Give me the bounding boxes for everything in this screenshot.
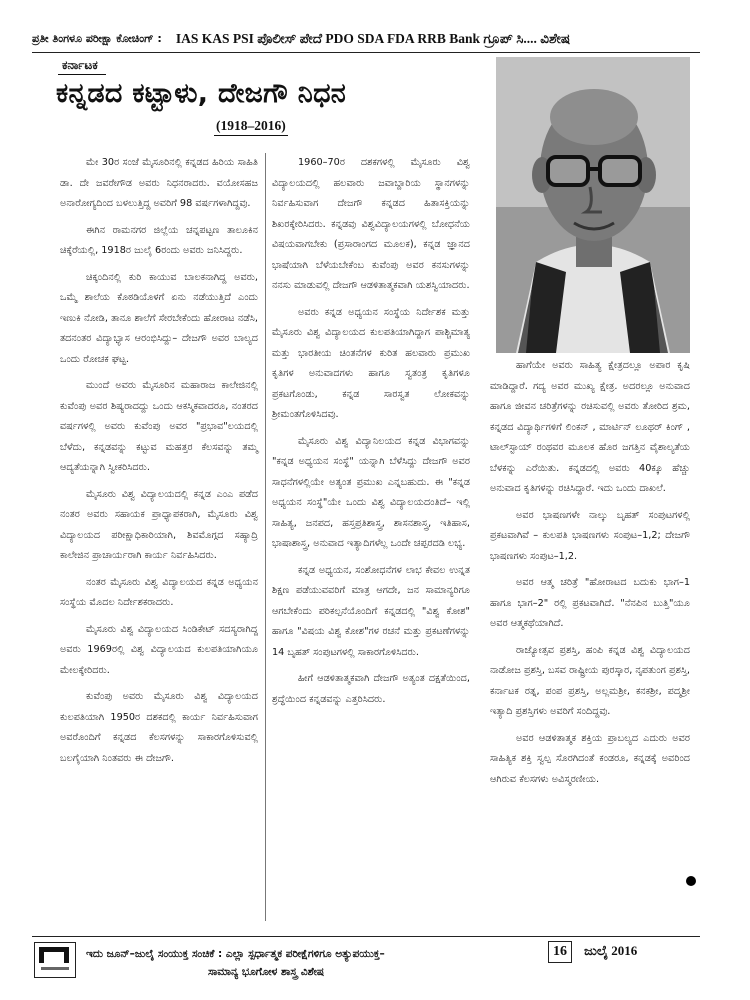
paragraph: ಕನ್ನಡ ಅಧ್ಯಯನ, ಸಂಶೋಧನೆಗಳ ಲಾಭ ಕೇವಲ ಉನ್ನತ ಶಿಕ್ಷಣ ಪಡೆಯುವವರಿಗೆ ಮಾತ್ರ ಆಗದೇ, ಜನ ಸಾಮಾನ್ಯರಿಗೂ ಆಗಬೇಕೆಂದು ಪರಿಕಲ್ಪನೆಯೊಂದಿಗೆ ಕನ್ನಡದಲ್ಲಿ "ವಿಶ್ವ ಕೋಶ" ಹಾಗೂ "ವಿಷಯ ವಿಶ್ವ ಕೋಶ"ಗಳ ರಚನೆ ಮತ್ತು ಪ್ರಕಟಣೆಗಳನ್ನು 14 ಬೃಹತ್ ಸಂಪುಟಗಳಲ್ಲಿ ಸಾಕಾರಗೊಳಿಸಿದರು. xyxy=(272,564,470,658)
paragraph: ಮುಂದೆ ಅವರು ಮೈಸೂರಿನ ಮಹಾರಾಜ ಕಾಲೇಜಿನಲ್ಲಿ ಕುವೆಂಪು ಅವರ ಶಿಷ್ಯರಾದದ್ದು ಒಂದು ಆಕಸ್ಮಿಕವಾದರೂ, ನಂತರದ ವರ್ಷಗಳಲ್ಲಿ ಅವರು ಕುವೆಂಪು ಅವರ "ಪ್ರಭಾವ"ಲಯದಲ್ಲಿ ಬೆಳೆದು, ಕನ್ನಡವನ್ನು ಕಟ್ಟುವ ಮಹತ್ತರ ಕೆಲಸವನ್ನು ತಮ್ಮ ಆದ್ಯತೆಯನ್ನಾಗಿ ಸ್ವೀಕರಿಸಿದರು. xyxy=(60,380,258,473)
paragraph: ನಂತರ ಮೈಸೂರು ವಿಶ್ವ ವಿದ್ಯಾಲಯದ ಕನ್ನಡ ಅಧ್ಯಯನ ಸಂಸ್ಥೆಯ ಮೊದಲ ನಿರ್ದೇಶಕರಾದರು. xyxy=(60,576,258,608)
paragraph: ಹಾಗೆಯೇ ಅವರು ಸಾಹಿತ್ಯ ಕ್ಷೇತ್ರದಲ್ಲೂ ಅಪಾರ ಕೃಷಿ ಮಾಡಿದ್ದಾರೆ. ಗದ್ಯ ಅವರ ಮುಖ್ಯ ಕ್ಷೇತ್ರ. ಅದರಲ್ಲೂ ಅನುವಾದ ಹಾಗೂ ಜೀವನ ಚರಿತ್ರೆಗಳನ್ನು ರಚಿಸುವಲ್ಲಿ ಅವರು ತೋರಿದ ಶ್ರಮ, ಕನ್ನಡದ ವಿದ್ಯಾರ್ಥಿಗಳಿಗೆ ಲಿಂಕನ್ , ಮಾರ್ಟಿನ್ ಲೂಥರ್ ಕಿಂಗ್ , ಟಾಲ್‌ಸ್ಟಾಯ್ ರಂಥವರ ಮೂಲಕ ಹೊರ ಜಗತ್ತಿನ ವೈಶಾಲ್ಯತೆಯ ಬೆಳಕನ್ನು ಎರೆಯಿತು. ಕನ್ನಡದಲ್ಲಿ ಅವರು 40ಕ್ಕೂ ಹೆಚ್ಚು ಅನುವಾದ ಕೃತಿಗಳನ್ನು ರಚಿಸಿದ್ದಾರೆ. ಇದು ಒಂದು ದಾಖಲೆ. xyxy=(490,360,690,494)
paragraph: ಹೀಗೆ ಆಡಳಿತಾತ್ಮಕವಾಗಿ ದೇಜಗೌ ಅತ್ಯಂತ ದಕ್ಷತೆಯಿಂದ, ಶ್ರದ್ಧೆಯಿಂದ ಕನ್ನಡವನ್ನು ಎತ್ತರಿಸಿದರು. xyxy=(272,673,470,705)
issue-date: ಜುಲೈ 2016 xyxy=(584,943,638,958)
paragraph: ಚಿಕ್ಕಂದಿನಲ್ಲಿ ಕುರಿ ಕಾಯುವ ಬಾಲಕನಾಗಿದ್ದ ಅವರು, ಒಮ್ಮೆ ಶಾಲೆಯ ಕೊಠಡಿಯೊಳಗೆ ಏನು ನಡೆಯುತ್ತಿದೆ ಎಂದು ಇಣುಕಿ ನೋಡಿ, ತಾನೂ ಶಾಲೆಗೆ ಸೇರಬೇಕೆಂದು ಹೋರಾಟ ನಡೆಸಿ, ತದನಂತರ ವಿದ್ಯಾಭ್ಯಾಸ ಆರಂಭಿಸಿದ್ದು– ದೇಜಗೌ ಅವರ ಬಾಲ್ಯದ ಒಂದು ರೋಚಕ ಘಟ್ಟ. xyxy=(60,271,258,365)
article-column-2 xyxy=(272,153,470,716)
article-column-3 xyxy=(490,356,690,796)
footer-text-line-1: ಇದು ಜೂನ್–ಜುಲೈ ಸಂಯುಕ್ತ ಸಂಚಿಕೆ : ಎಲ್ಲಾ ಸ್ಪರ್ಧಾತ್ಮಕ ಪರೀಕ್ಷೆಗಳಿಗೂ ಅತ್ಯುಪಯುಕ್ತ– xyxy=(86,948,385,960)
paragraph: ರಾಜ್ಯೋತ್ಸವ ಪ್ರಶಸ್ತಿ, ಹಂಪಿ ಕನ್ನಡ ವಿಶ್ವ ವಿದ್ಯಾಲಯದ ನಾಡೋಜ ಪ್ರಶಸ್ತಿ, ಬಸವ ರಾಷ್ಟ್ರೀಯ ಪುರಸ್ಕಾರ, ನೃಪತುಂಗ ಪ್ರಶಸ್ತಿ, ಕರ್ನಾಟಕ ರತ್ನ, ಪಂಪ ಪ್ರಶಸ್ತಿ, ಅಲ್ಲಮಶ್ರೀ, ಕನಕಶ್ರೀ, ಪದ್ಮಶ್ರೀ ಇತ್ಯಾದಿ ಪ್ರಶಸ್ತಿಗಳು ಅವರಿಗೆ ಸಂದಿದ್ದವು. xyxy=(490,644,690,717)
page-header xyxy=(32,28,722,50)
footer-text-line-2: ಸಾಮಾನ್ಯ ಭೂಗೋಳ ಶಾಸ್ತ್ರ ವಿಶೇಷ xyxy=(208,966,324,978)
paragraph: ಈಗಿನ ರಾಮನಗರ ಜಿಲ್ಲೆಯ ಚನ್ನಪಟ್ಟಣ ತಾಲೂಕಿನ ಚಿಕ್ಕೆರೆಯಲ್ಲಿ, 1918ರ ಜುಲೈ 6ರಂದು ಅವರು ಜನಿಸಿದ್ದರು. xyxy=(60,224,258,256)
column-divider xyxy=(265,153,266,921)
portrait-illustration xyxy=(496,57,690,353)
paragraph: 1960–70ರ ದಶಕಗಳಲ್ಲಿ ಮೈಸೂರು ವಿಶ್ವ ವಿದ್ಯಾಲಯದಲ್ಲಿ ಹಲವಾರು ಜವಾಬ್ದಾರಿಯ ಸ್ಥಾನಗಳನ್ನು ನಿರ್ವಹಿಸುವಾಗ ದೇಜಗೌ ಕನ್ನಡದ ಹಿತಾಸಕ್ತಿಯನ್ನು ಶಿಖರಕ್ಕೇರಿಸಿದರು. ಕನ್ನಡವು ವಿಶ್ವವಿದ್ಯಾಲಯಗಳಲ್ಲಿ ಬೋಧನೆಯ ವಿಷಯವಾಗಬೇಕು (ಪ್ರಸಾರಾಂಗದ ಮೂಲಕ), ಕನ್ನಡ ಜ್ಞಾನದ ಭಾಷೆಯಾಗಿ ಬೆಳೆಯಬೇಕೆಂಬ ಕುವೆಂಪು ಅವರ ಕನಸುಗಳನ್ನು ನನಸು ಮಾಡುವಲ್ಲಿ ದೇಜಗೌ ಆಡಳಿತಾತ್ಮಕವಾಗಿ ಯಶಸ್ವಿಯಾದರು. xyxy=(272,157,470,291)
article-title: ಕನ್ನಡದ ಕಟ್ಟಾಳು, ದೇಜಗೌ ನಿಧನ xyxy=(56,78,347,109)
header-rule xyxy=(32,52,700,53)
page-number: 16 xyxy=(548,941,572,963)
paragraph: ಅವರ ಆತ್ಮ ಚರಿತ್ರೆ "ಹೋರಾಟದ ಬದುಕು ಭಾಗ–1 ಹಾಗೂ ಭಾಗ–2" ರಲ್ಲಿ ಪ್ರಕಟವಾಗಿದೆ. "ನೆನಪಿನ ಬುತ್ತಿ"ಯೂ ಅವರ ಆತ್ಮಕಥೆಯಾಗಿದೆ. xyxy=(490,577,690,629)
paragraph: ಮೇ 30ರ ಸಂಜೆ ಮೈಸೂರಿನಲ್ಲಿ ಕನ್ನಡದ ಹಿರಿಯ ಸಾಹಿತಿ ಡಾ. ದೇ ಜವರೇಗೌಡ ಅವರು ನಿಧನರಾದರು. ವಯೋಸಹಜ ಅನಾರೋಗ್ಯದಿಂದ ಬಳಲುತ್ತಿದ್ದ ಅವರಿಗೆ 98 ವರ್ಷಗಳಾಗಿದ್ದವು. xyxy=(60,157,258,209)
paragraph: ಕುವೆಂಪು ಅವರು ಮೈಸೂರು ವಿಶ್ವ ವಿದ್ಯಾಲಯದ ಕುಲಪತಿಯಾಗಿ 1950ರ ದಶಕದಲ್ಲಿ ಕಾರ್ಯ ನಿರ್ವಹಿಸುವಾಗ ಅವರೊಂದಿಗೆ ಕನ್ನಡದ ಕೆಲಸಗಳನ್ನು ಸಾಕಾರಗೊಳಿಸುವಲ್ಲಿ ಬಲಗೈಯಾಗಿ ನಿಂತವರು ಈ ದೇಜಗೌ. xyxy=(60,691,258,764)
paragraph: ಮೈಸೂರು ವಿಶ್ವ ವಿದ್ಯಾಲಯದ ಸಿಂಡಿಕೇಟ್ ಸದಸ್ಯರಾಗಿದ್ದ ಅವರು 1969ರಲ್ಲಿ ವಿಶ್ವ ವಿದ್ಯಾಲಯದ ಕುಲಪತಿಯಾಗಿಯೂ ಮೇಲಕ್ಕೇರಿದರು. xyxy=(60,623,258,676)
section-label: ಕರ್ನಾಟಕ xyxy=(58,58,106,75)
paragraph: ಅವರ ಭಾಷಣಗಳೇ ನಾಲ್ಕು ಬೃಹತ್ ಸಂಪುಟಗಳಲ್ಲಿ ಪ್ರಕಟವಾಗಿವೆ – ಕುಲಪತಿ ಭಾಷಣಗಳು ಸಂಪುಟ–1,2; ದೇಜಗೌ ಭಾಷಣಗಳು ಸಂಪುಟ–1,2. xyxy=(490,509,690,562)
magazine-logo xyxy=(34,942,76,978)
portrait-photo xyxy=(496,57,690,353)
paragraph: ಅವರ ಆಡಳಿತಾತ್ಮಕ ಶಕ್ತಿಯ ಪ್ರಾಬಲ್ಯದ ಎದುರು ಅವರ ಸಾಹಿತ್ಯಿಕ ಶಕ್ತಿ ಸ್ವಲ್ಪ ಸೊರಗಿದಂತೆ ಕಂಡರೂ, ಕನ್ನಡಕ್ಕೆ ಅವರಿಂದ ಆಗಿರುವ ಕೆಲಸಗಳು ಅವಿಸ್ಮರಣೀಯ. xyxy=(490,732,690,785)
article-column-1 xyxy=(60,153,258,775)
end-of-article-dot xyxy=(686,876,696,886)
paragraph: ಅವರು ಕನ್ನಡ ಅಧ್ಯಯನ ಸಂಸ್ಥೆಯ ನಿರ್ದೇಶಕ ಮತ್ತು ಮೈಸೂರು ವಿಶ್ವ ವಿದ್ಯಾಲಯದ ಕುಲಪತಿಯಾಗಿದ್ದಾಗ ಪಾಶ್ಚಿಮಾತ್ಯ ಮತ್ತು ಭಾರತೀಯ ಚಿಂತನೆಗಳ ಕುರಿತ ಹಲವಾರು ಪ್ರಮುಖ ಕೃತಿಗಳ ಅನುವಾದಗಳು ಹಾಗೂ ಸ್ವತಂತ್ರ ಕೃತಿಗಳೂ ಪ್ರಕಟಗೊಂಡು, ಕನ್ನಡ ಸಾರಸ್ವತ ಲೋಕವನ್ನು ಶ್ರೀಮಂತಗೊಳಿಸಿದವು. xyxy=(272,306,470,420)
logo-mark-icon xyxy=(39,947,69,963)
paragraph: ಮೈಸೂರು ವಿಶ್ವ ವಿದ್ಯಾಲಯದಲ್ಲಿ ಕನ್ನಡ ಎಂಎ ಪಡೆದ ನಂತರ ಅವರು ಸಹಾಯಕ ಪ್ರಾಧ್ಯಾಪಕರಾಗಿ, ಮೈಸೂರು ವಿಶ್ವ ವಿದ್ಯಾಲಯದ ಪರೀಕ್ಷಾಧಿಕಾರಿಯಾಗಿ, ಶಿವಮೊಗ್ಗದ ಸಹ್ಯಾದ್ರಿ ಕಾಲೇಜಿನ ಪ್ರಾಚಾರ್ಯರಾಗಿ ಕಾರ್ಯ ನಿರ್ವಹಿಸಿದರು. xyxy=(60,488,258,561)
article-dates: (1918–2016) xyxy=(214,118,288,136)
paragraph: ಮೈಸೂರು ವಿಶ್ವ ವಿದ್ಯಾನಿಲಯದ ಕನ್ನಡ ವಿಭಾಗವನ್ನು "ಕನ್ನಡ ಅಧ್ಯಯನ ಸಂಸ್ಥೆ" ಯನ್ನಾಗಿ ಬೆಳೆಸಿದ್ದು ದೇಜಗೌ ಅವರ ಸಾಧನೆಗಳಲ್ಲಿಯೇ ಅತ್ಯಂತ ಪ್ರಮುಖ ಎನ್ನಬಹುದು. ಈ "ಕನ್ನಡ ಅಧ್ಯಯನ ಸಂಸ್ಥೆ"ಯೇ ಒಂದು ವಿಶ್ವ ವಿದ್ಯಾಲಯದಂತಿದೆ– ಇಲ್ಲಿ ಸಾಹಿತ್ಯ, ಜನಪದ, ಹಸ್ತಪ್ರತಿಶಾಸ್ತ್ರ, ಶಾಸನಶಾಸ್ತ್ರ, ಇತಿಹಾಸ, ಭಾಷಾಶಾಸ್ತ್ರ, ಅನುವಾದ ಇತ್ಯಾದಿಗಳೆಲ್ಲ ಒಂದೇ ಚಪ್ಪರದಡಿ ಲಭ್ಯ. xyxy=(272,435,470,549)
header-exam-list: IAS KAS PSI ಪೊಲೀಸ್ ಪೇದೆ PDO SDA FDA RRB Bank ಗ್ರೂಪ್ ಸಿ.... ವಿಶೇಷ xyxy=(175,31,571,46)
header-tagline: ಪ್ರತೀ ತಿಂಗಳೂ ಪರೀಕ್ಷಾ ಕೋಚಿಂಗ್ : xyxy=(32,32,162,45)
footer-rule xyxy=(32,936,700,937)
logo-subtitle-bar xyxy=(41,967,69,970)
